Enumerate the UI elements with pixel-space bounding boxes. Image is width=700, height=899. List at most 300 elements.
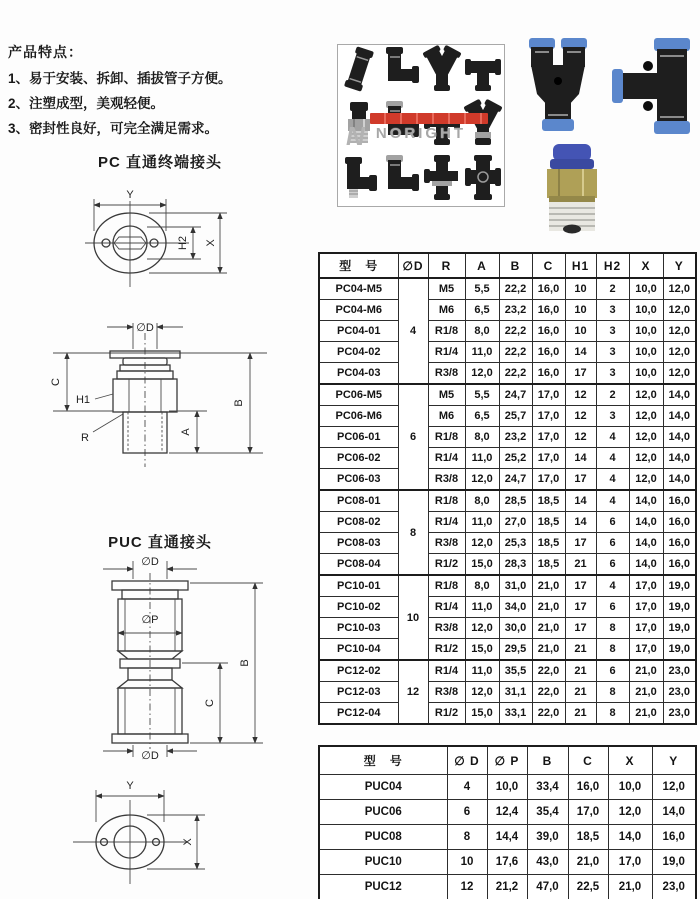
- tee-black-photo: [422, 99, 462, 152]
- model-cell: PC12-04: [319, 703, 398, 725]
- model-cell: PC10-02: [319, 597, 398, 618]
- watermark-logo-icon: N: [346, 121, 365, 151]
- value-cell: 21: [565, 682, 596, 703]
- feature-item: 3、密封性良好，可完全满足需求。: [8, 121, 219, 136]
- value-cell: 17,0: [532, 384, 565, 406]
- value-cell: 22,0: [532, 703, 565, 725]
- dim-label-d-top: ∅D: [141, 556, 159, 568]
- value-cell: 14,0: [629, 490, 663, 512]
- value-cell: 10,0: [487, 775, 527, 800]
- value-cell: 8: [447, 825, 487, 850]
- value-cell: 16,0: [532, 300, 565, 321]
- value-cell: 5,5: [465, 278, 499, 300]
- value-cell: 17,0: [532, 448, 565, 469]
- value-cell: 29,5: [499, 639, 532, 661]
- dim-label-y: Y: [126, 189, 134, 201]
- straight-union-icon: [339, 45, 379, 93]
- value-cell: 17: [565, 597, 596, 618]
- value-cell: 15,0: [465, 639, 499, 661]
- value-cell: 12: [565, 384, 596, 406]
- pc-table-header-cell: Y: [663, 253, 696, 278]
- pc-table-row: [319, 682, 696, 703]
- value-cell: 3: [596, 342, 629, 363]
- value-cell: 10,0: [629, 300, 663, 321]
- pc-dimensions-table: [318, 252, 697, 725]
- value-cell: 10,0: [608, 775, 652, 800]
- dim-label-d-bottom: ∅D: [141, 750, 159, 760]
- value-cell: 6: [596, 533, 629, 554]
- value-cell: 10: [447, 850, 487, 875]
- value-cell: 14: [565, 490, 596, 512]
- model-cell: PC04-M5: [319, 278, 398, 300]
- pc-table-row: [319, 321, 696, 342]
- value-cell: 11,0: [465, 597, 499, 618]
- value-cell: 17,0: [629, 618, 663, 639]
- pc-side-view-drawing: [35, 315, 285, 490]
- value-cell: R1/4: [428, 660, 465, 682]
- wye-fitting-icon: [529, 38, 587, 131]
- value-cell: 6: [596, 660, 629, 682]
- puc-table-row: [319, 825, 696, 850]
- value-cell: 12,0: [465, 533, 499, 554]
- tube-diameter-cell: 10: [398, 575, 428, 660]
- elbow-swivel-icon: [380, 153, 420, 201]
- value-cell: 6: [447, 800, 487, 825]
- value-cell: 17,0: [608, 850, 652, 875]
- value-cell: 17,0: [532, 406, 565, 427]
- value-cell: 31,0: [499, 575, 532, 597]
- dim-label-p: ∅P: [141, 614, 159, 626]
- value-cell: 19,0: [663, 575, 696, 597]
- value-cell: 18,5: [532, 512, 565, 533]
- tee-icon: [463, 45, 503, 93]
- value-cell: 21: [565, 554, 596, 576]
- value-cell: 12,0: [629, 427, 663, 448]
- cross-icon: [463, 153, 503, 201]
- pc-table-row: [319, 384, 696, 406]
- value-cell: R3/8: [428, 363, 465, 385]
- puc-table-header-cell: ∅ D: [447, 746, 487, 775]
- value-cell: 23,0: [652, 875, 696, 899]
- value-cell: M5: [428, 278, 465, 300]
- model-cell: PC08-01: [319, 490, 398, 512]
- pc-table-row: [319, 639, 696, 661]
- tube-diameter-cell: 4: [398, 278, 428, 384]
- value-cell: M6: [428, 300, 465, 321]
- puc-table-header-cell: 型 号: [319, 746, 447, 775]
- puc-table-header-cell: C: [568, 746, 608, 775]
- value-cell: 14,0: [608, 825, 652, 850]
- dim-label-r: R: [81, 432, 89, 444]
- value-cell: 22,5: [568, 875, 608, 899]
- value-cell: 27,0: [499, 512, 532, 533]
- model-cell: PUC12: [319, 875, 447, 899]
- value-cell: 18,5: [532, 554, 565, 576]
- model-cell: PUC06: [319, 800, 447, 825]
- speed-controller-icon: [422, 153, 462, 201]
- value-cell: 17,0: [532, 427, 565, 448]
- male-straight-fitting-icon: [547, 144, 597, 234]
- value-cell: 28,3: [499, 554, 532, 576]
- value-cell: 10,0: [629, 321, 663, 342]
- elbow-photo: [380, 45, 420, 98]
- value-cell: 10,0: [629, 363, 663, 385]
- pc-table-header-cell: R: [428, 253, 465, 278]
- cross-photo: [463, 153, 503, 206]
- value-cell: 3: [596, 300, 629, 321]
- value-cell: 11,0: [465, 342, 499, 363]
- tee-black-icon: [422, 99, 462, 147]
- pc-table-header-cell: H1: [565, 253, 596, 278]
- value-cell: 14,0: [663, 448, 696, 469]
- features-title: 产品特点：: [8, 44, 83, 60]
- value-cell: 19,0: [663, 639, 696, 661]
- value-cell: 11,0: [465, 660, 499, 682]
- pc-table-header-cell: ∅D: [398, 253, 428, 278]
- thread: [123, 412, 167, 453]
- value-cell: 14: [565, 448, 596, 469]
- puc-table-header-cell: B: [527, 746, 568, 775]
- value-cell: 23,0: [663, 703, 696, 725]
- value-cell: 4: [596, 575, 629, 597]
- pc-table-header-cell: C: [532, 253, 565, 278]
- value-cell: 16,0: [532, 342, 565, 363]
- dim-label-y: Y: [126, 780, 134, 792]
- value-cell: 14,4: [487, 825, 527, 850]
- value-cell: 21,0: [532, 618, 565, 639]
- value-cell: 25,3: [499, 533, 532, 554]
- elbow-metal-photo: [380, 99, 420, 152]
- elbow-swivel-photo: [380, 153, 420, 206]
- value-cell: R1/8: [428, 575, 465, 597]
- pc-table-row: [319, 618, 696, 639]
- value-cell: 3: [596, 363, 629, 385]
- model-cell: PC10-01: [319, 575, 398, 597]
- value-cell: 4: [596, 427, 629, 448]
- value-cell: 21: [565, 703, 596, 725]
- puc-drawing-title: PUC 直通接头: [108, 534, 212, 551]
- model-cell: PC04-01: [319, 321, 398, 342]
- value-cell: 12,0: [608, 800, 652, 825]
- dim-label-h2: H2: [177, 235, 189, 251]
- pc-table-header-cell: X: [629, 253, 663, 278]
- value-cell: 17,0: [568, 800, 608, 825]
- model-cell: PC06-03: [319, 469, 398, 491]
- value-cell: 18,5: [532, 490, 565, 512]
- value-cell: 17,6: [487, 850, 527, 875]
- wye-ring-icon: [463, 99, 503, 147]
- value-cell: 12,0: [465, 363, 499, 385]
- value-cell: 21,0: [532, 575, 565, 597]
- wye-ring-photo: [463, 99, 503, 152]
- value-cell: R1/4: [428, 597, 465, 618]
- puc-table-row: [319, 850, 696, 875]
- model-cell: PC06-01: [319, 427, 398, 448]
- value-cell: 21,0: [608, 875, 652, 899]
- model-cell: PC10-04: [319, 639, 398, 661]
- value-cell: R1/4: [428, 448, 465, 469]
- value-cell: 21,0: [532, 639, 565, 661]
- value-cell: 8: [596, 682, 629, 703]
- model-cell: PUC08: [319, 825, 447, 850]
- value-cell: 8,0: [465, 427, 499, 448]
- value-cell: 12: [447, 875, 487, 899]
- value-cell: 8: [596, 639, 629, 661]
- value-cell: 24,7: [499, 469, 532, 491]
- value-cell: 11,0: [465, 448, 499, 469]
- value-cell: 23,0: [663, 682, 696, 703]
- value-cell: 22,0: [532, 660, 565, 682]
- value-cell: 12: [565, 406, 596, 427]
- value-cell: 14,0: [629, 533, 663, 554]
- pc-table-row: [319, 406, 696, 427]
- value-cell: 16,0: [663, 554, 696, 576]
- value-cell: 21,0: [568, 850, 608, 875]
- elbow-nozzle-photo: [339, 153, 379, 206]
- value-cell: R1/4: [428, 512, 465, 533]
- value-cell: 18,5: [532, 533, 565, 554]
- value-cell: 14,0: [629, 512, 663, 533]
- value-cell: R3/8: [428, 533, 465, 554]
- pc-table-row: [319, 363, 696, 385]
- value-cell: 43,0: [527, 850, 568, 875]
- dim-label-c: C: [50, 378, 62, 386]
- model-cell: PUC10: [319, 850, 447, 875]
- value-cell: 23,2: [499, 300, 532, 321]
- value-cell: 8,0: [465, 321, 499, 342]
- value-cell: 14,0: [629, 554, 663, 576]
- value-cell: 19,0: [652, 850, 696, 875]
- value-cell: 8,0: [465, 490, 499, 512]
- value-cell: 30,0: [499, 618, 532, 639]
- model-cell: PC04-M6: [319, 300, 398, 321]
- wye-icon: [422, 45, 462, 93]
- value-cell: 17: [565, 469, 596, 491]
- value-cell: 17,0: [629, 639, 663, 661]
- value-cell: 17: [565, 363, 596, 385]
- product-features: [8, 42, 328, 141]
- dim-label-a: A: [180, 428, 192, 436]
- value-cell: 17,0: [629, 597, 663, 618]
- puc-bottom-view-drawing: [55, 778, 255, 896]
- value-cell: 22,2: [499, 342, 532, 363]
- value-cell: 15,0: [465, 703, 499, 725]
- puc-table-header-cell: Y: [652, 746, 696, 775]
- pc-table-header-cell: A: [465, 253, 499, 278]
- product-photo-grid: [337, 44, 505, 207]
- male-straight-photo: [339, 99, 379, 152]
- tube-diameter-cell: 6: [398, 384, 428, 490]
- tee-fitting-icon: [612, 38, 690, 134]
- value-cell: 12: [565, 427, 596, 448]
- pc-top-view-drawing: [75, 185, 245, 305]
- value-cell: 15,0: [465, 554, 499, 576]
- value-cell: 21,2: [487, 875, 527, 899]
- value-cell: 12,0: [465, 682, 499, 703]
- value-cell: 12,0: [629, 469, 663, 491]
- model-cell: PC10-03: [319, 618, 398, 639]
- pc-table-row: [319, 597, 696, 618]
- value-cell: 14: [565, 342, 596, 363]
- value-cell: 24,7: [499, 384, 532, 406]
- value-cell: 4: [447, 775, 487, 800]
- value-cell: 5,5: [465, 384, 499, 406]
- watermark-text: NORIGHT: [375, 125, 467, 142]
- model-cell: PC08-04: [319, 554, 398, 576]
- value-cell: 17: [565, 533, 596, 554]
- y-fitting-photo: [523, 36, 593, 136]
- dim-label-x: X: [205, 239, 217, 247]
- value-cell: 6: [596, 512, 629, 533]
- value-cell: 22,2: [499, 278, 532, 300]
- value-cell: 25,7: [499, 406, 532, 427]
- pc-table-row: [319, 469, 696, 491]
- value-cell: 17,0: [629, 575, 663, 597]
- value-cell: R3/8: [428, 682, 465, 703]
- value-cell: 6: [596, 597, 629, 618]
- value-cell: 47,0: [527, 875, 568, 899]
- pc-table-header-cell: H2: [596, 253, 629, 278]
- value-cell: 2: [596, 278, 629, 300]
- model-cell: PC06-02: [319, 448, 398, 469]
- value-cell: 34,0: [499, 597, 532, 618]
- value-cell: 21,0: [532, 597, 565, 618]
- tee-photo: [463, 45, 503, 98]
- value-cell: 4: [596, 448, 629, 469]
- value-cell: M6: [428, 406, 465, 427]
- value-cell: 16,0: [568, 775, 608, 800]
- value-cell: 16,0: [532, 278, 565, 300]
- value-cell: 12,0: [629, 448, 663, 469]
- puc-table-row: [319, 875, 696, 899]
- value-cell: 21,0: [629, 703, 663, 725]
- value-cell: 21: [565, 660, 596, 682]
- value-cell: 6: [596, 554, 629, 576]
- dim-label-h1: H1: [75, 394, 91, 406]
- pc-drawing-title: PC 直通终端接头: [97, 154, 222, 171]
- value-cell: 16,0: [532, 321, 565, 342]
- value-cell: 16,0: [663, 533, 696, 554]
- value-cell: 10: [565, 300, 596, 321]
- value-cell: 35,5: [499, 660, 532, 682]
- model-cell: PC12-03: [319, 682, 398, 703]
- model-cell: PC04-03: [319, 363, 398, 385]
- value-cell: 31,1: [499, 682, 532, 703]
- value-cell: 14,0: [663, 384, 696, 406]
- value-cell: 10,0: [629, 278, 663, 300]
- pc-table-row: [319, 448, 696, 469]
- value-cell: 14: [565, 512, 596, 533]
- pc-table-row: [319, 703, 696, 725]
- feature-item: 2、注塑成型，美观轻便。: [8, 96, 165, 111]
- speed-controller-photo: [422, 153, 462, 206]
- puc-table-header-cell: X: [608, 746, 652, 775]
- pc-table-header-cell: B: [499, 253, 532, 278]
- value-cell: 25,2: [499, 448, 532, 469]
- pc-table-row: [319, 660, 696, 682]
- wye-photo: [422, 45, 462, 98]
- pc-table-row: [319, 300, 696, 321]
- dim-label-d: ∅D: [136, 322, 154, 334]
- value-cell: R1/8: [428, 490, 465, 512]
- value-cell: 19,0: [663, 597, 696, 618]
- dim-label-x: X: [182, 838, 194, 846]
- straight-union-photo: [339, 45, 379, 98]
- value-cell: 22,0: [532, 682, 565, 703]
- value-cell: 35,4: [527, 800, 568, 825]
- value-cell: 4: [596, 469, 629, 491]
- dim-label-b: B: [233, 399, 245, 407]
- pc-table-row: [319, 554, 696, 576]
- value-cell: 17: [565, 618, 596, 639]
- value-cell: R1/8: [428, 427, 465, 448]
- value-cell: 28,5: [499, 490, 532, 512]
- value-cell: 12,4: [487, 800, 527, 825]
- tee-fitting-photo: [602, 36, 697, 136]
- male-straight-fitting-photo: [537, 142, 605, 237]
- puc-table-row: [319, 775, 696, 800]
- puc-side-view-drawing: [55, 553, 285, 760]
- pc-table-row: [319, 490, 696, 512]
- value-cell: 12,0: [663, 300, 696, 321]
- value-cell: 14,0: [652, 800, 696, 825]
- model-cell: PC04-02: [319, 342, 398, 363]
- model-cell: PC06-M6: [319, 406, 398, 427]
- model-cell: PC08-02: [319, 512, 398, 533]
- puc-table-header-cell: ∅ P: [487, 746, 527, 775]
- pc-table-row: [319, 533, 696, 554]
- value-cell: 4: [596, 490, 629, 512]
- value-cell: 12,0: [663, 342, 696, 363]
- male-straight-icon: [339, 99, 379, 147]
- value-cell: 6,5: [465, 406, 499, 427]
- value-cell: 2: [596, 384, 629, 406]
- value-cell: 8,0: [465, 575, 499, 597]
- value-cell: R1/2: [428, 554, 465, 576]
- dim-label-c: C: [204, 699, 216, 707]
- value-cell: 12,0: [663, 278, 696, 300]
- value-cell: R3/8: [428, 618, 465, 639]
- value-cell: 23,2: [499, 427, 532, 448]
- value-cell: 14,0: [663, 469, 696, 491]
- value-cell: 10,0: [629, 342, 663, 363]
- value-cell: 12,0: [663, 321, 696, 342]
- puc-dimensions-table: [318, 745, 697, 899]
- value-cell: R1/8: [428, 321, 465, 342]
- value-cell: 12,0: [629, 384, 663, 406]
- puc-table-row: [319, 800, 696, 825]
- value-cell: 12,0: [629, 406, 663, 427]
- elbow-nozzle-icon: [339, 153, 379, 201]
- model-cell: PC12-02: [319, 660, 398, 682]
- tube-diameter-cell: 8: [398, 490, 428, 575]
- value-cell: 17: [565, 575, 596, 597]
- value-cell: 8: [596, 703, 629, 725]
- value-cell: 14,0: [663, 406, 696, 427]
- elbow-metal-icon: [380, 99, 420, 147]
- model-cell: PUC04: [319, 775, 447, 800]
- value-cell: 14,0: [663, 427, 696, 448]
- fitting-photo-cells: [338, 45, 504, 206]
- value-cell: 21,0: [629, 682, 663, 703]
- pc-table-row: [319, 512, 696, 533]
- pc-table-row: [319, 427, 696, 448]
- value-cell: 17,0: [532, 469, 565, 491]
- value-cell: 12,0: [465, 618, 499, 639]
- pc-table-row: [319, 342, 696, 363]
- value-cell: 10: [565, 321, 596, 342]
- value-cell: R1/2: [428, 703, 465, 725]
